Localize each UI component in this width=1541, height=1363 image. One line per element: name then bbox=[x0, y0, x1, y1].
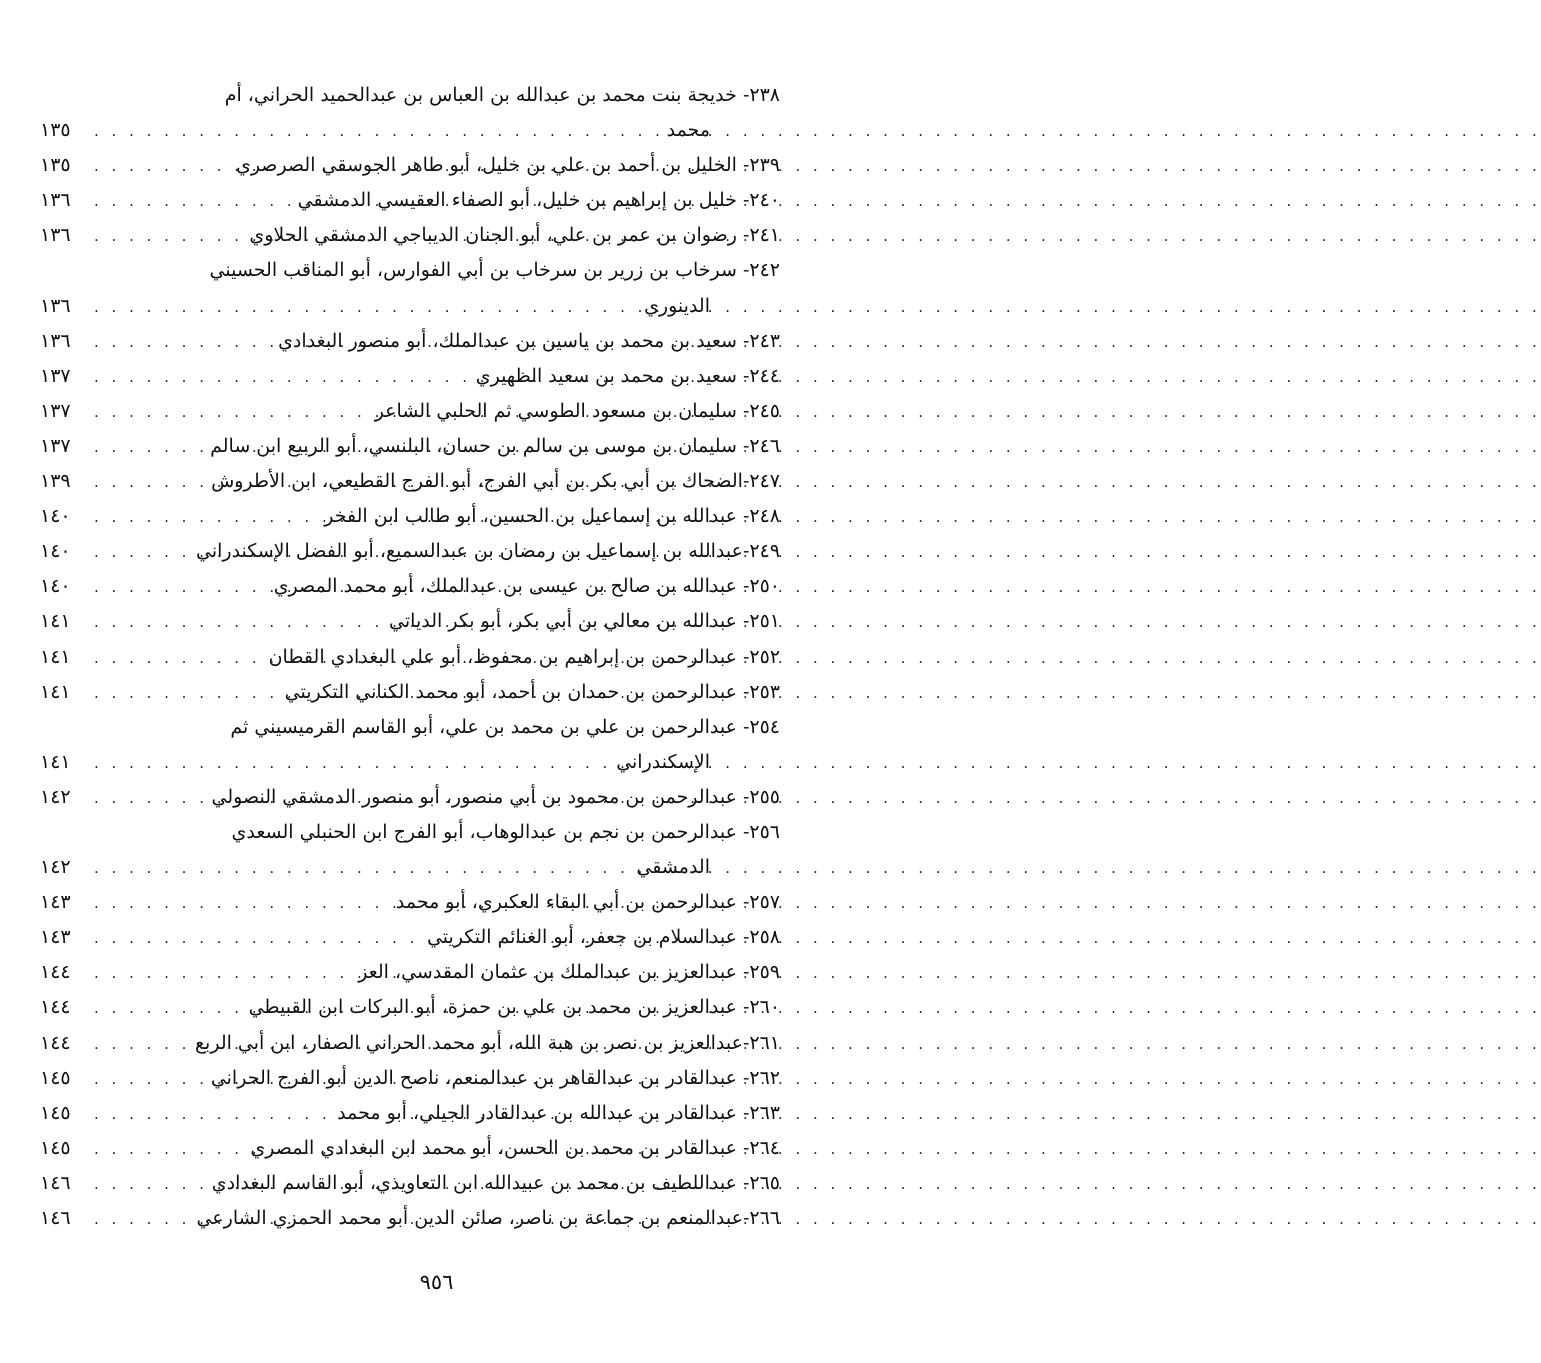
entry-line bbox=[40, 1166, 780, 1201]
entry-page-number: ١٣٧ bbox=[40, 399, 71, 422]
entry-text: ٢٦٢- عبدالقادر بن عبدالقاهر بن عبدالمنعم، ناصح الدين أبو الفرج الحراني bbox=[210, 1066, 780, 1089]
entry-continuation-line bbox=[40, 289, 780, 324]
index-entry bbox=[40, 675, 780, 710]
entry-page-number: ١٣٦ bbox=[40, 329, 71, 352]
leader-dots bbox=[94, 219, 243, 254]
entry-line bbox=[40, 1201, 780, 1236]
index-entry bbox=[40, 253, 780, 323]
entry-text: ٢٣٩- الخليل بن أحمد بن علي بن خليل، أبو طاهر الجوسقي الصرصري bbox=[235, 154, 780, 177]
leader-dots bbox=[94, 676, 279, 711]
entry-page-number: ١٤١ bbox=[40, 680, 71, 703]
leader-dots bbox=[94, 149, 230, 184]
index-entry bbox=[40, 359, 780, 394]
leader-dots bbox=[94, 921, 421, 956]
entry-page-number: ١٤١ bbox=[40, 645, 71, 668]
entry-page-number: ١٣٥ bbox=[40, 119, 71, 142]
entry-line bbox=[40, 640, 780, 675]
entry-line bbox=[40, 78, 780, 113]
entry-page-number: ١٣٦ bbox=[40, 189, 71, 212]
entry-line bbox=[40, 675, 780, 710]
entry-text: ٢٤٣- سعيد بن محمد بن ياسين بن عبدالملك، أبو منصور البغدادي bbox=[278, 329, 780, 352]
entry-line bbox=[40, 710, 780, 745]
index-entry bbox=[40, 534, 780, 569]
index-entry bbox=[40, 148, 780, 183]
entry-text: الدينوري bbox=[644, 294, 710, 317]
entry-text: ٢٤٩-عبدالله بن إسماعيل بن رمضان بن عبدالسميع، أبو الفضل الإسكندراني bbox=[195, 540, 780, 563]
leader-dots bbox=[94, 781, 206, 816]
index-entry bbox=[40, 1026, 780, 1061]
leader-dots bbox=[94, 1202, 190, 1237]
entry-text: ٢٤٨- عبدالله بن إسماعيل بن الحسين، أبو طالب ابن الفخر bbox=[324, 505, 780, 528]
index-entry bbox=[40, 183, 780, 218]
entry-line bbox=[40, 253, 780, 288]
index-entry bbox=[40, 1201, 780, 1236]
entry-line bbox=[40, 990, 780, 1025]
entry-text: ٢٥٣- عبدالرحمن بن حمدان بن أحمد، أبو محمد الكناني التكريتي bbox=[284, 680, 780, 703]
entry-line bbox=[40, 1131, 780, 1166]
entry-page-number: ١٤٤ bbox=[40, 961, 71, 984]
leader-dots bbox=[94, 535, 190, 570]
leader-dots bbox=[94, 570, 268, 605]
entry-text: ٢٤٦- سليمان بن موسى بن سالم بن حسان، البلنسي، أبو الربيع ابن سالم bbox=[210, 434, 780, 457]
entry-page-number: ١٤٤ bbox=[40, 1031, 71, 1054]
leader-dots bbox=[94, 886, 390, 921]
leader-dots bbox=[94, 991, 243, 1026]
entry-line bbox=[40, 815, 780, 850]
index-entry bbox=[40, 780, 780, 815]
leader-dots bbox=[94, 1062, 205, 1097]
entry-continuation-line bbox=[40, 745, 780, 780]
entry-text: ٢٥٢- عبدالرحمن بن إبراهيم بن محفوظ، أبو علي البغدادي القطان bbox=[268, 645, 780, 668]
entry-line bbox=[40, 604, 780, 639]
entry-page-number: ١٣٧ bbox=[40, 434, 71, 457]
index-entry bbox=[40, 604, 780, 639]
entry-line bbox=[40, 499, 780, 534]
leader-dots bbox=[94, 395, 369, 430]
index-entry bbox=[40, 710, 780, 780]
entry-page-number: ١٣٥ bbox=[40, 154, 71, 177]
entry-line bbox=[40, 534, 780, 569]
entry-line bbox=[40, 920, 780, 955]
entry-page-number: ١٤٥ bbox=[40, 1066, 71, 1089]
entry-text: ٢٤١- رضوان بن عمر بن علي، أبو الجنان الديباجي الدمشقي الحلاوي bbox=[249, 224, 780, 247]
leader-dots bbox=[94, 1027, 189, 1062]
entry-continuation-line bbox=[40, 850, 780, 885]
entry-page-number: ١٤٠ bbox=[40, 540, 71, 563]
entry-text: ٢٣٨- خديجة بنت محمد بن عبدالله بن العباس بن عبدالحميد الحراني، أم bbox=[224, 84, 780, 106]
entry-text: ٢٤٥- سليمان بن مسعود الطوسي ثم الحلبي الشاعر bbox=[374, 399, 780, 422]
entry-line bbox=[40, 885, 780, 920]
entry-page-number: ١٤١ bbox=[40, 750, 71, 773]
entry-text: ٢٤٤- سعيد بن محمد بن سعيد الظهيري bbox=[475, 364, 780, 387]
index-entry bbox=[40, 394, 780, 429]
leader-dots bbox=[94, 290, 638, 325]
entry-text: ٢٦٦-عبدالمنعم بن جماعة بن ناصر، صائن الدين أبو محمد الحمزي الشارعي bbox=[196, 1207, 780, 1229]
index-entry bbox=[40, 429, 780, 464]
entry-text: الدمشقي bbox=[636, 856, 710, 879]
leader-dots bbox=[94, 184, 292, 219]
entry-page-number: ١٤٢ bbox=[40, 785, 71, 808]
leader-dots bbox=[94, 851, 630, 886]
index-entry bbox=[40, 1166, 780, 1201]
entry-page-number: ١٤٣ bbox=[40, 891, 71, 914]
entry-line bbox=[40, 569, 780, 604]
entry-line bbox=[40, 218, 780, 253]
entry-page-number: ١٤٦ bbox=[40, 1207, 71, 1229]
index-list bbox=[40, 78, 780, 1236]
entry-text: الإسكندراني bbox=[616, 750, 710, 773]
entry-text: ٢٥٦- عبدالرحمن بن نجم بن عبدالوهاب، أبو الفرج ابن الحنبلي السعدي bbox=[231, 820, 780, 843]
leader-dots bbox=[94, 1097, 331, 1132]
entry-text: ٢٦٠- عبدالعزيز بن محمد بن علي بن حمزة، أبو البركات ابن القبيطي bbox=[248, 996, 780, 1019]
leader-dots bbox=[94, 360, 470, 395]
entry-text: ٢٤٧-الضحاك بن أبي بكر بن أبي الفرج، أبو الفرج القطيعي، ابن الأطروش bbox=[211, 470, 780, 493]
index-entry bbox=[40, 1096, 780, 1131]
entry-page-number: ١٤١ bbox=[40, 610, 71, 633]
entry-page-number: ١٤٦ bbox=[40, 1171, 71, 1194]
entry-text: ٢٥١- عبدالله بن معالي بن أبي بكر، أبو بكر الدياتي bbox=[389, 610, 780, 633]
entry-line bbox=[40, 1061, 780, 1096]
leader-dots bbox=[94, 746, 610, 781]
entry-text: ٢٦٤- عبدالقادر بن محمد بن الحسن، أبو محمد ابن البغدادي المصري bbox=[250, 1136, 780, 1159]
index-entry bbox=[40, 464, 780, 499]
index-entry bbox=[40, 499, 780, 534]
leader-dots bbox=[94, 430, 204, 465]
entry-continuation-line bbox=[40, 113, 780, 148]
index-entry bbox=[40, 569, 780, 604]
index-entry bbox=[40, 1131, 780, 1166]
page-number: ٩٥٦ bbox=[419, 1270, 454, 1294]
leader-dots bbox=[94, 114, 661, 149]
entry-page-number: ١٤٥ bbox=[40, 1136, 71, 1159]
entry-page-number: ١٣٧ bbox=[40, 364, 71, 387]
entry-text: محمد bbox=[666, 119, 710, 142]
entry-text: ٢٦٣- عبدالقادر بن عبدالله بن عبدالقادر الجيلي، أبو محمد bbox=[337, 1101, 780, 1124]
index-entry bbox=[40, 78, 780, 148]
entry-text: ٢٥٨- عبدالسلام بن جعفر، أبو الغنائم التكريتي bbox=[426, 926, 780, 949]
entry-page-number: ١٤٥ bbox=[40, 1101, 71, 1124]
entry-page-number: ١٤٠ bbox=[40, 505, 71, 528]
entry-text: ٢٦٥- عبداللطيف بن محمد بن عبيدالله ابن التعاويذي، أبو القاسم البغدادي bbox=[211, 1171, 780, 1194]
entry-text: ٢٤٢- سرخاب بن زرير بن سرخاب بن أبي الفوارس، أبو المناقب الحسيني bbox=[209, 259, 780, 282]
entry-page-number: ١٣٩ bbox=[40, 470, 71, 493]
entry-page-number: ١٤٤ bbox=[40, 996, 71, 1019]
index-entry bbox=[40, 955, 780, 990]
index-entry bbox=[40, 640, 780, 675]
entry-text: ٢٦١-عبدالعزيز بن نصر بن هبة الله، أبو محمد الحراني الصفار، ابن أبي الربع bbox=[194, 1031, 780, 1054]
leader-dots bbox=[94, 1167, 206, 1202]
index-entry bbox=[40, 815, 780, 885]
index-entry bbox=[40, 324, 780, 359]
leader-dots bbox=[94, 605, 383, 640]
entry-text: ٢٥٤- عبدالرحمن بن علي بن محمد بن علي، أبو القاسم القرميسيني ثم bbox=[230, 715, 780, 738]
leader-dots bbox=[94, 500, 318, 535]
entry-line bbox=[40, 148, 780, 183]
entry-page-number: ١٤٠ bbox=[40, 575, 71, 598]
entry-page-number: ١٣٦ bbox=[40, 294, 71, 317]
entry-page-number: ١٣٦ bbox=[40, 224, 71, 247]
entry-line bbox=[40, 324, 780, 359]
entry-line bbox=[40, 1096, 780, 1131]
index-entry bbox=[40, 990, 780, 1025]
leader-dots bbox=[94, 1132, 244, 1167]
entry-text: ٢٤٠- خليل بن إبراهيم بن خليل، أبو الصفاء العقيسي الدمشقي bbox=[297, 189, 780, 212]
entry-page-number: ١٤٣ bbox=[40, 926, 71, 949]
entry-text: ٢٥٩- عبدالعزيز بن عبدالملك بن عثمان المقدسي، العز bbox=[358, 961, 780, 984]
entry-line bbox=[40, 780, 780, 815]
entry-line bbox=[40, 183, 780, 218]
entry-line bbox=[40, 955, 780, 990]
index-entry bbox=[40, 1061, 780, 1096]
entry-text: ٢٥٠- عبدالله بن صالح بن عيسى بن عبدالملك، أبو محمد المصري bbox=[273, 575, 780, 598]
entry-text: ٢٥٧- عبدالرحمن بن أبي البقاء العكبري، أبو محمد bbox=[395, 891, 780, 914]
index-entry bbox=[40, 885, 780, 920]
entry-line bbox=[40, 464, 780, 499]
entry-line bbox=[40, 359, 780, 394]
leader-dots bbox=[94, 956, 352, 991]
index-entry bbox=[40, 218, 780, 253]
entry-line bbox=[40, 1026, 780, 1061]
entry-line bbox=[40, 394, 780, 429]
leader-dots bbox=[94, 325, 272, 360]
index-entry bbox=[40, 920, 780, 955]
entry-page-number: ١٤٢ bbox=[40, 856, 71, 879]
leader-dots bbox=[94, 641, 263, 676]
leader-dots bbox=[94, 465, 205, 500]
entry-line bbox=[40, 429, 780, 464]
entry-text: ٢٥٥- عبدالرحمن بن محمود بن أبي منصور، أبو منصور الدمشقي النصولي bbox=[211, 785, 780, 808]
